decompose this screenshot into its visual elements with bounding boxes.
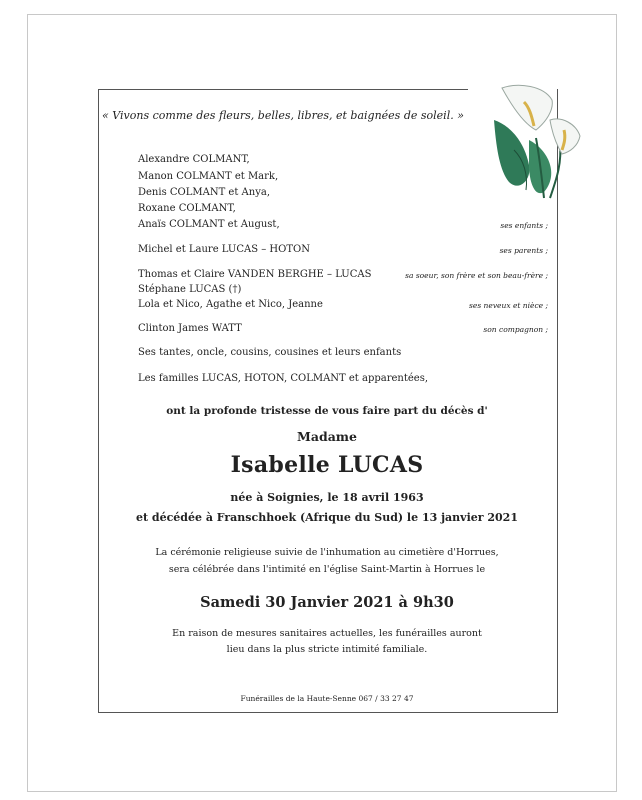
partner: Clinton James WATT <box>138 323 242 334</box>
ceremony-line-2: sera célébrée dans l'intimité en l'église Saint-Martin à Horrues le <box>168 564 486 575</box>
relatives: Ses tantes, oncle, cousins, cousines et leurs enfants <box>138 347 402 358</box>
ceremony-line-1: La cérémonie religieuse suivie de l'inhumation au cimetière d'Horrues, <box>155 547 499 558</box>
child-3: Denis COLMANT et Anya, <box>138 187 271 198</box>
funeral-home-footer: Funérailles de la Haute-Senne 067 / 33 27 47 <box>240 694 414 703</box>
child-5: Anaïs COLMANT et August, <box>138 219 280 230</box>
card-top-border <box>98 89 468 90</box>
deceased-name: Isabelle LUCAS <box>230 452 424 478</box>
parents-role: ses parents ; <box>499 246 548 255</box>
sibling-1: Thomas et Claire VANDEN BERGHE – LUCAS <box>138 269 372 280</box>
child-2: Manon COLMANT et Mark, <box>138 171 279 182</box>
sanitary-note-2: lieu dans la plus stricte intimité familiale. <box>226 644 428 655</box>
death-info: et décédée à Franschhoek (Afrique du Sud) le 13 janvier 2021 <box>136 511 518 524</box>
nephews: Lola et Nico, Agathe et Nico, Jeanne <box>138 299 323 310</box>
families: Les familles LUCAS, HOTON, COLMANT et apparentées, <box>138 373 429 384</box>
partner-role: son compagnon ; <box>483 325 548 334</box>
child-1: Alexandre COLMANT, <box>138 154 250 165</box>
announcement-intro: ont la profonde tristesse de vous faire part du décès d' <box>166 405 488 417</box>
sanitary-note-1: En raison de mesures sanitaires actuelles, les funérailles auront <box>172 628 482 639</box>
calla-lily-illustration <box>484 80 588 204</box>
child-4: Roxane COLMANT, <box>138 203 236 214</box>
nephews-role: ses neveux et nièce ; <box>469 301 548 310</box>
deceased-title: Madame <box>297 429 357 444</box>
ceremony-date: Samedi 30 Janvier 2021 à 9h30 <box>200 594 454 611</box>
parents: Michel et Laure LUCAS – HOTON <box>138 244 310 255</box>
sibling-2: Stéphane LUCAS (†) <box>138 284 242 295</box>
siblings-role: sa soeur, son frère et son beau-frère ; <box>405 271 548 280</box>
birth-info: née à Soignies, le 18 avril 1963 <box>230 491 424 504</box>
children-role: ses enfants ; <box>500 221 548 230</box>
opening-quote: « Vivons comme des fleurs, belles, libres, et baignées de soleil. » <box>102 109 464 122</box>
